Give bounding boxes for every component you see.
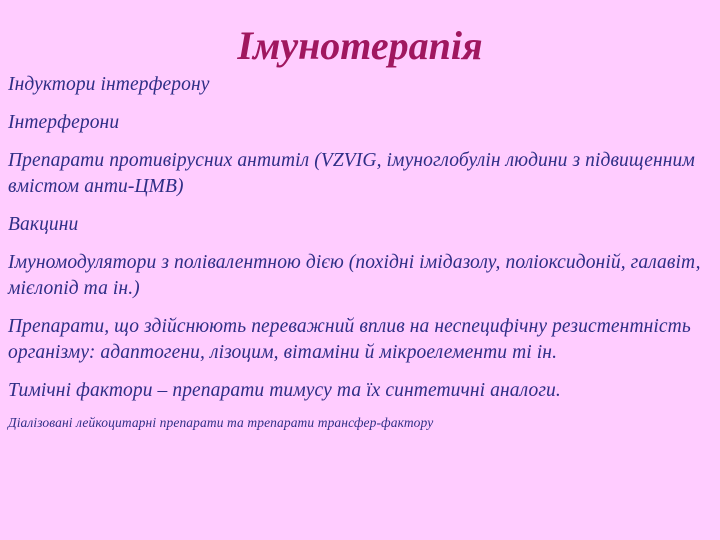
list-item-antiviral-antibodies: Препарати противірусних антитіл (VZVIG, імуноглобулін людини з підвищенним вмістом анти-ЦМВ) [8,150,695,197]
item-list [8,72,708,444]
list-item-interferon-inducers: Індуктори інтерферону [8,74,210,95]
slide-title: Імунотерапія [237,23,483,68]
list-item-immunomodulators: Імуномодулятори з полівалентною дією (похідні імідазолу, поліоксидоній, галавіт, мієлопід та ін.) [8,252,701,299]
list-item-interferons: Інтерферони [8,112,120,133]
list-item-thymic-factors: Тимічні фактори – препарати тимусу та їх синтетичні аналоги. [8,380,561,401]
list-item-vaccines: Вакцини [8,214,79,235]
list-item-dialyzed-leukocyte: Діалізовані лейкоцитарні препарати та трепарати трансфер-фактору [8,415,434,430]
list-item-nonspecific-resistance: Препарати, що здійснюють переважний вплив на неспецифічну резистентність організму: адаптогени, лізоцим, вітаміни й мікроелементи ті ін. [8,316,691,363]
